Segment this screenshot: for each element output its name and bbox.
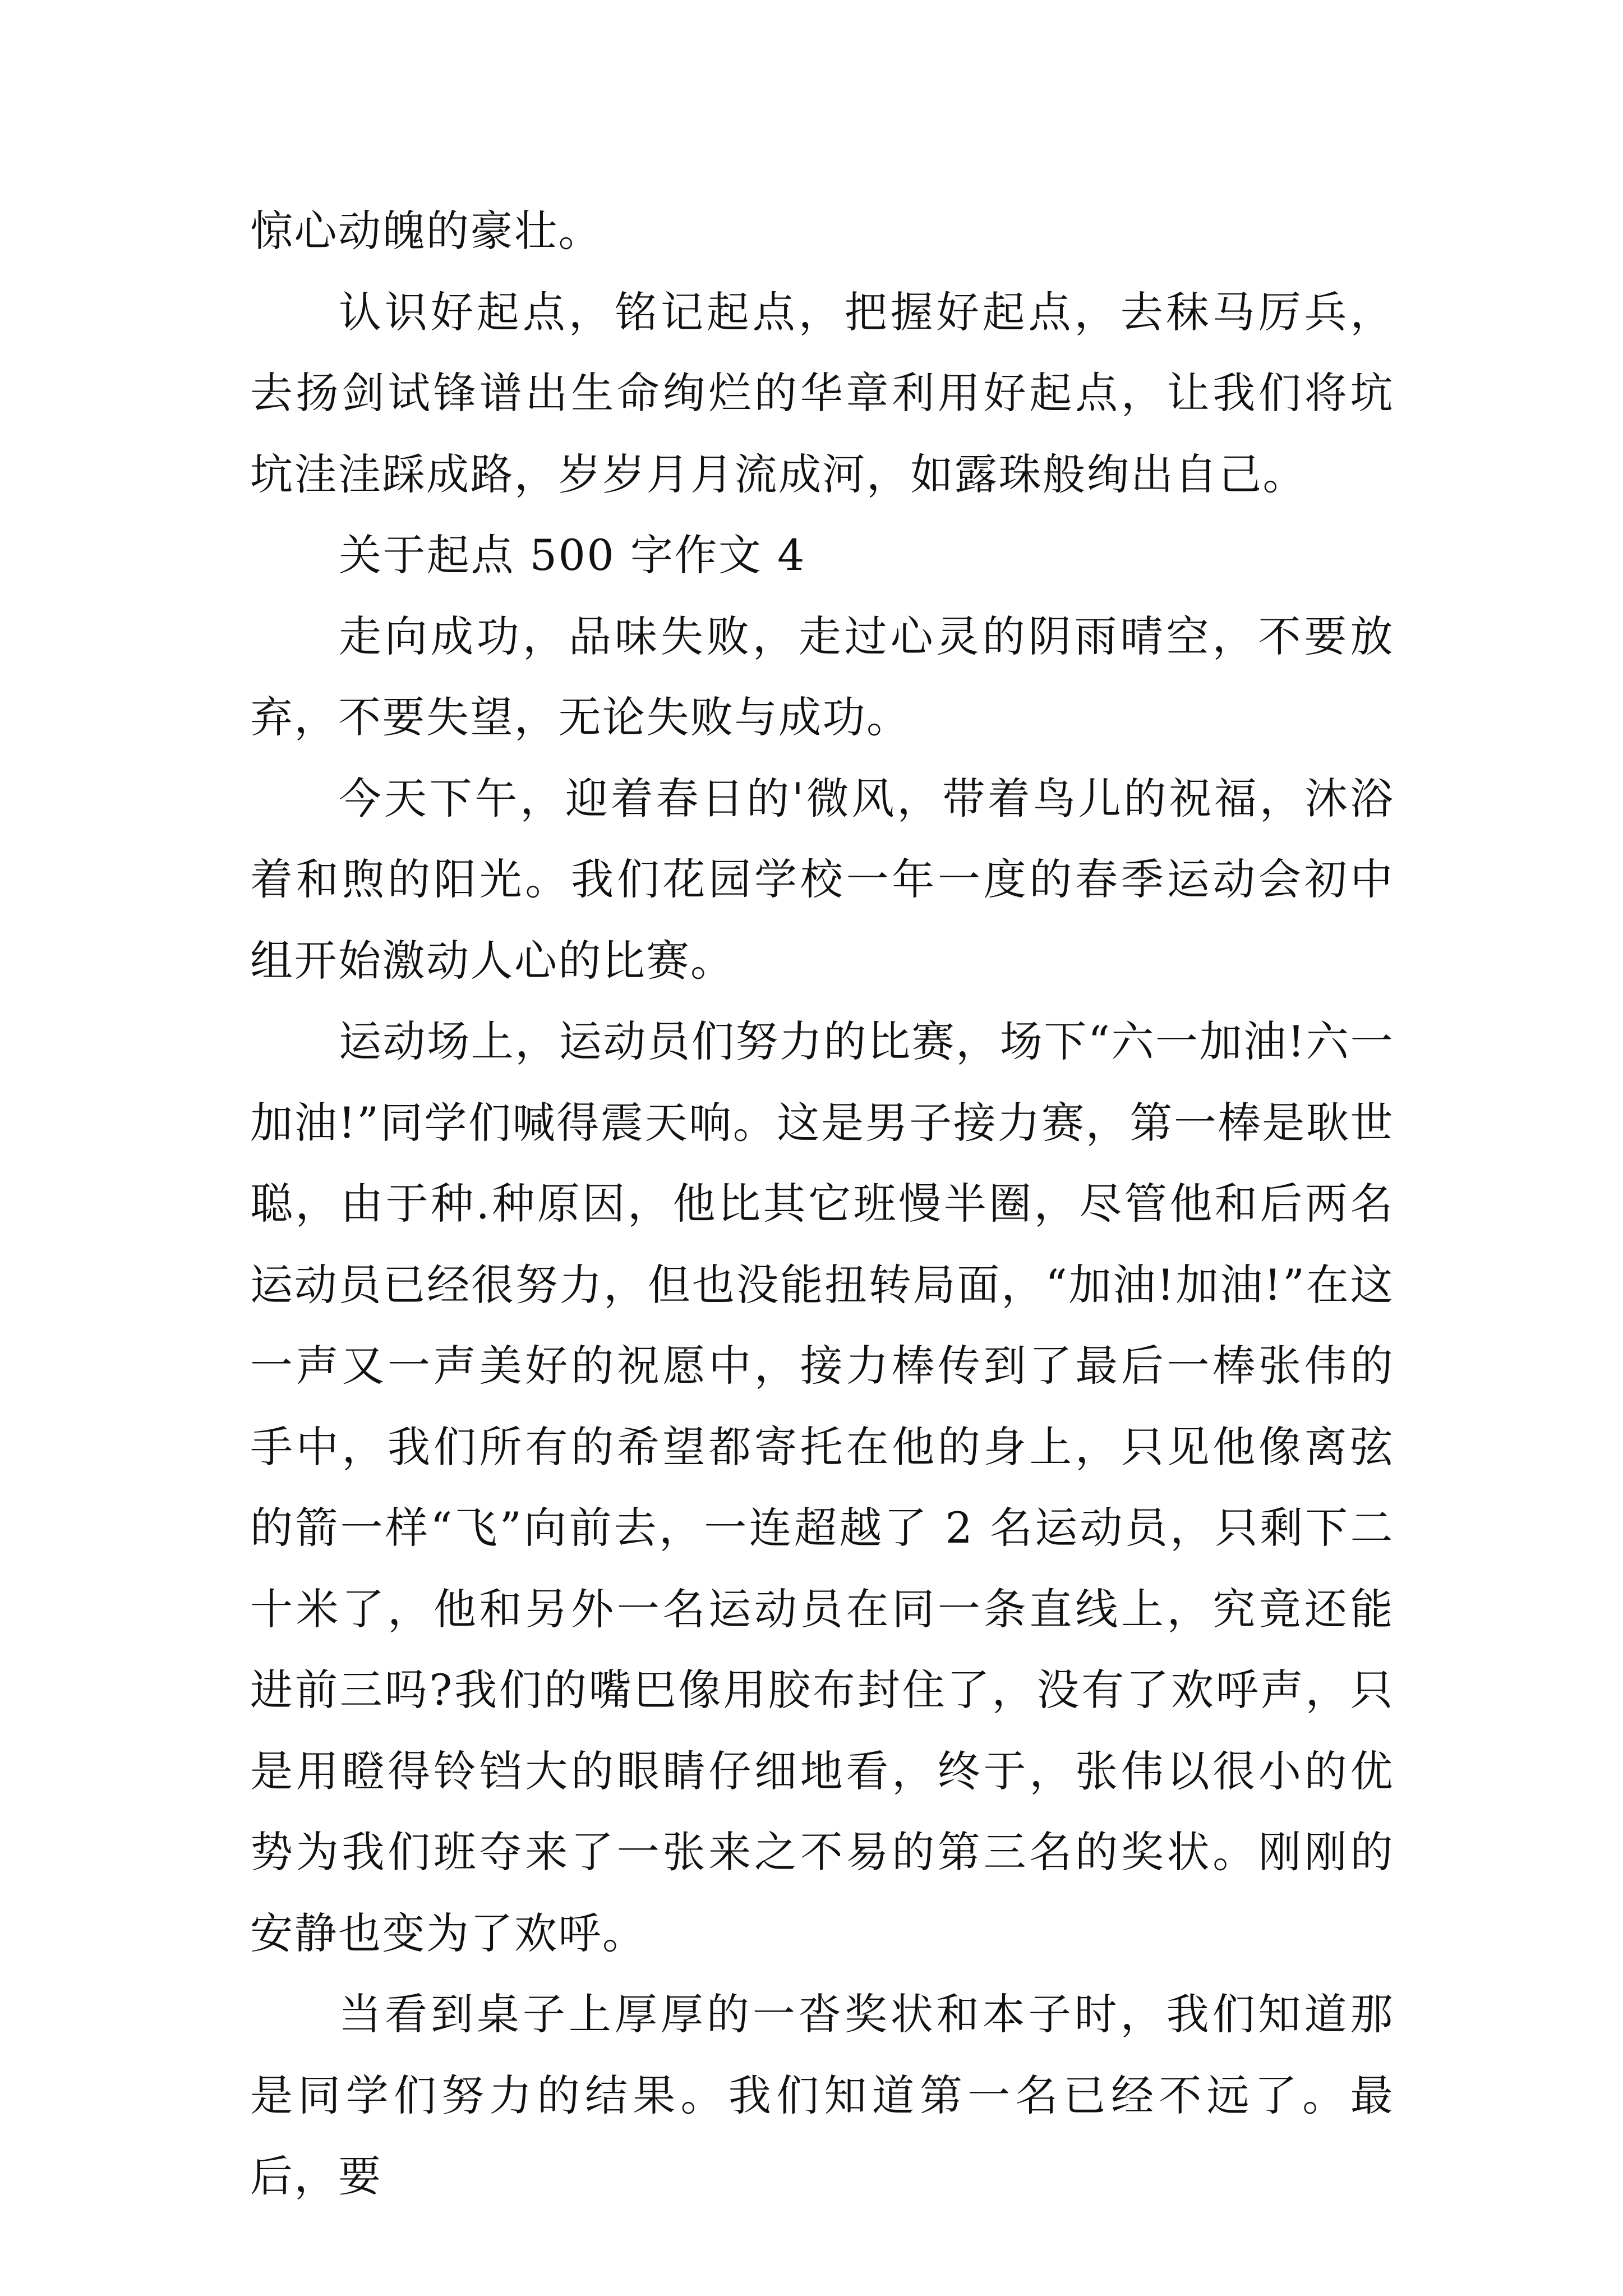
document-body	[250, 191, 1394, 2217]
paragraph-success-failure: 走向成功，品味失败，走过心灵的阴雨晴空，不要放弃，不要失望，无论失败与成功。	[250, 611, 1394, 742]
paragraph-sports-meet-intro: 今天下午，迎着春日的'微风，带着鸟儿的祝福，沐浴着和煦的阳光。我们花园学校一年一度的春季运动会初中组开始激动人心的比赛。	[250, 773, 1394, 986]
essay-heading: 关于起点 500 字作文 4	[339, 530, 806, 580]
paragraph-start-point-reflection: 认识好起点，铭记起点，把握好起点，去秣马厉兵，去扬剑试锋谱出生命绚烂的华章利用好起点，让我们将坑坑洼洼踩成路，岁岁月月流成河，如露珠般绚出自己。	[250, 287, 1394, 499]
paragraph-continuation: 惊心动魄的豪壮。	[250, 206, 602, 256]
paragraph-relay-race: 运动场上，运动员们努力的比赛，场下“六一加油!六一加油!”同学们喊得震天响。这是男子接力赛，第一棒是耿世聪，由于种.种原因，他比其它班慢半圈，尽管他和后两名运动员已经很努力，但也没能扭转局面，“加油!加油!”在这一声又一声美好的祝愿中，接力棒传到了最后一棒张伟的手中，我们所有的希望都寄托在他的身上，只见他像离弦的箭一样“飞”向前去，一连超越了 2 名运动员，只剩下二十米了，他和另外一名运动员在同一条直线上，究竟还能进前三吗?我们的嘴巴像用胶布封住了，没有了欢呼声，只是用瞪得铃铛大的眼睛仔细地看，终于，张伟以很小的优势为我们班夺来了一张来之不易的第三名的奖状。刚刚的安静也变为了欢呼。	[250, 1016, 1394, 1958]
paragraph-awards: 当看到桌子上厚厚的一沓奖状和本子时，我们知道那是同学们努力的结果。我们知道第一名已经不远了。最后，要	[250, 1989, 1394, 2201]
